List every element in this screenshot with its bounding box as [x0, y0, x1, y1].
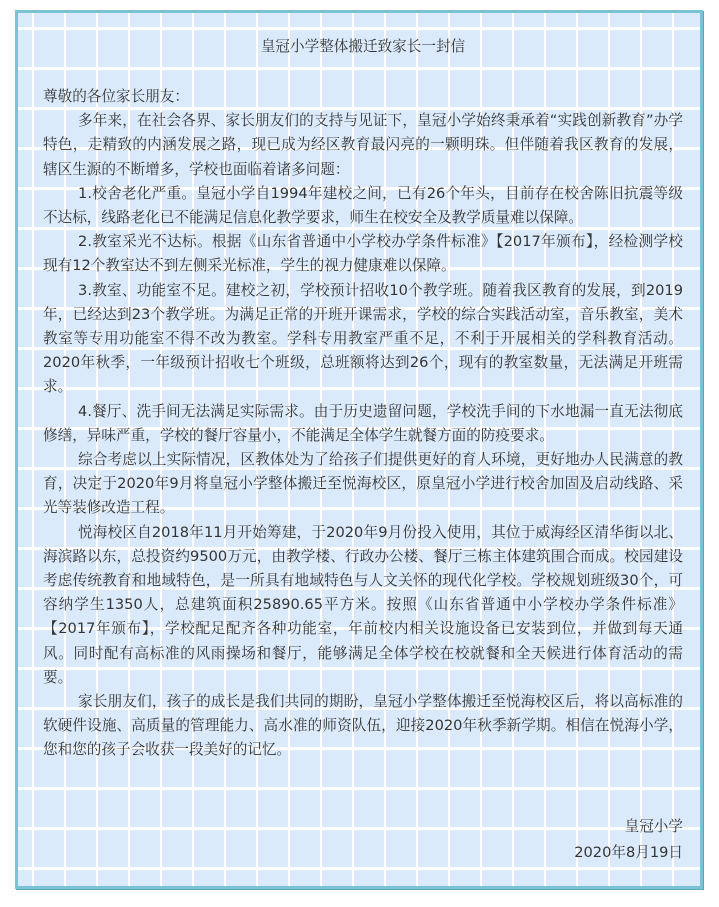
- date: 2020年8月19日: [574, 843, 683, 861]
- paragraph-issue-4: 4.餐厅、洗手间无法满足实际需求。由于历史遗留问题，学校洗手间的下水地漏一直无法彻底修缮，异味严重，学校的餐厅容量小，不能满足全体学生就餐方面的防疫要求。: [43, 402, 683, 444]
- greeting: 尊敬的各位家长朋友：: [43, 88, 189, 105]
- letter-title: 皇冠小学整体搬迁致家长一封信: [260, 38, 466, 55]
- paragraph-issue-3: 3.教室、功能室不足。建校之初，学校预计招收10个教学班。随着我区教育的发展，到2019年，已经达到23个教学班。为满足正常的开班开课需求，学校的综合实践活动室，音乐教室，美术教室等专用功能室不得不改为教室。学科专用教室严重不足，不利于开展相关的学科教育活动。2020年秋季，一年级预计招收七个班级，总班额将达到26个，现有的教室数量，无法满足开班需求。: [43, 281, 683, 396]
- paragraph-intro: 多年来，在社会各界、家长朋友们的支持与见证下，皇冠小学始终秉承着“实践创新教育”办学特色，走精致的内涵发展之路，现已成为经区教育最闪亮的一颗明珠。但伴随着我区教育的发展，辖区生源的不断增多，学校也面临着诸多问题：: [43, 112, 683, 178]
- paragraph-decision: 综合考虑以上实际情况，区教体处为了给孩子们提供更好的育人环境，更好地办人民满意的教育，决定于2020年9月将皇冠小学整体搬迁至悦海校区，原皇冠小学进行校舍加固及启动线路、采光等装修改造工程。: [43, 451, 683, 517]
- letter-frame: [15, 10, 703, 889]
- signature: 皇冠小学: [624, 817, 683, 835]
- letter-body: [43, 13, 683, 865]
- paragraph-issue-1: 1.校舍老化严重。皇冠小学自1994年建校之间，已有26个年头，目前存在校舍陈旧抗震等级不达标，线路老化已不能满足信息化教学要求，师生在校安全及教学质量难以保障。: [43, 184, 683, 227]
- paragraph-campus: 悦海校区自2018年11月开始筹建，于2020年9月份投入使用，其位于威海经区清华街以北、海滨路以东，总投资约9500万元，由教学楼、行政办公楼、餐厅三栋主体建筑围合而成。校园建设考虑传统教育和地域特色，是一所具有地域特色与人文关怀的现代化学校。学校规划班级30个，可容纳学生1350人，总建筑面积25890.65平方米。按照《山东省普通中小学校办学条件标准》【2017年颁布】，学校配足配齐各种功能室，年前校内相关设施设备已安装到位，并做到每天通风。同时配有高标准的风雨操场和餐厅，能够满足全体学校在校就餐和全天候进行体育活动的需要。: [43, 523, 683, 686]
- paragraph-issue-2: 2.教室采光不达标。根据《山东省普通中小学校办学条件标准》【2017年颁布】，经检测学校现有12个教室达不到左侧采光标准，学生的视力健康难以保障。: [43, 233, 683, 275]
- paragraph-closing: 家长朋友们，孩子的成长是我们共同的期盼，皇冠小学整体搬迁至悦海校区后，将以高标准的软硬件设施、高质量的管理能力、高水准的师资队伍，迎接2020年秋季新学期。相信在悦海小学，您和您的孩子会收获一段美好的记忆。: [43, 693, 683, 759]
